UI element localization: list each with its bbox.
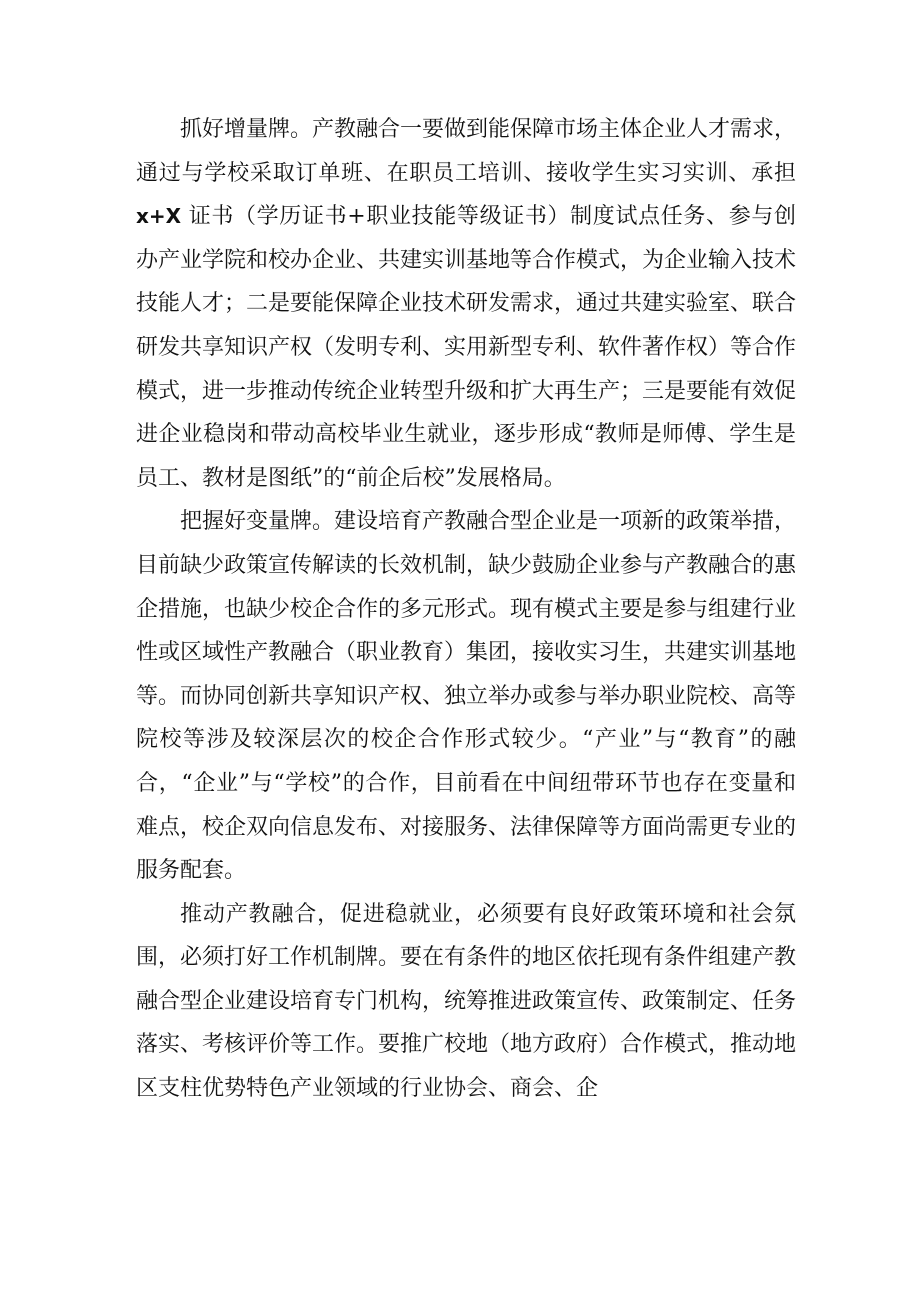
paragraph-text: 把握好变量牌。建设培育产教融合型企业是一项新的政策举措，目前缺少政策宣传解读的长效机制，缺少鼓励企业参与产教融合的惠企措施，也缺少校企合作的多元形式。现有模式主要是参与组建行业性或区域性产教融合（职业教育）集团，接收实习生，共建实训基地等。而协同创新共享知识产权、独立举办或参与举办职业院校、高等院校等涉及较深层次的校企合作形式较少。“产业”与“教育”的融合，“企业”与“学校”的合作，目前看在中间纽带环节也存在变量和难点，校企双向信息发布、对接服务、法律保障等方面尚需更专业的服务配套。: [136, 509, 797, 884]
paragraph-mechanism: [136, 893, 796, 1111]
paragraph-increment: [136, 108, 796, 500]
paragraph-text: 证书（学历证书+职业技能等级证书）制度试点任务、参与创办产业学院和校办企业、共建实训基地等合作模式，为企业输入技术技能人才；二是要能保障企业技术研发需求，通过共建实验室、联合研发共享知识产权（发明专利、实用新型专利、软件著作权）等合作模式，进一步推动传统企业转型升级和扩大再生产；三是要能有效促进企业稳岗和带动高校毕业生就业，逐步形成“教师是师傅、学生是员工、教材是图纸”的“前企后校”发展格局。: [136, 204, 797, 491]
paragraph-text-latin: x+X: [136, 204, 182, 229]
paragraph-text: 抓好增量牌。产教融合一要做到能保障市场主体企业人才需求，通过与学校采取订单班、在职员工培训、接收学生实习实训、承担: [136, 117, 797, 186]
document-body: [136, 108, 796, 1111]
paragraph-text: 推动产教融合，促进稳就业，必须要有良好政策环境和社会氛围，必须打好工作机制牌。要在有条件的地区依托现有条件组建产教融合型企业建设培育专门机构，统筹推进政策宣传、政策制定、任务落实、考核评价等工作。要推广校地（地方政府）合作模式，推动地区支柱优势特色产业领域的行业协会、商会、企: [136, 901, 797, 1102]
paragraph-variable: [136, 500, 796, 892]
